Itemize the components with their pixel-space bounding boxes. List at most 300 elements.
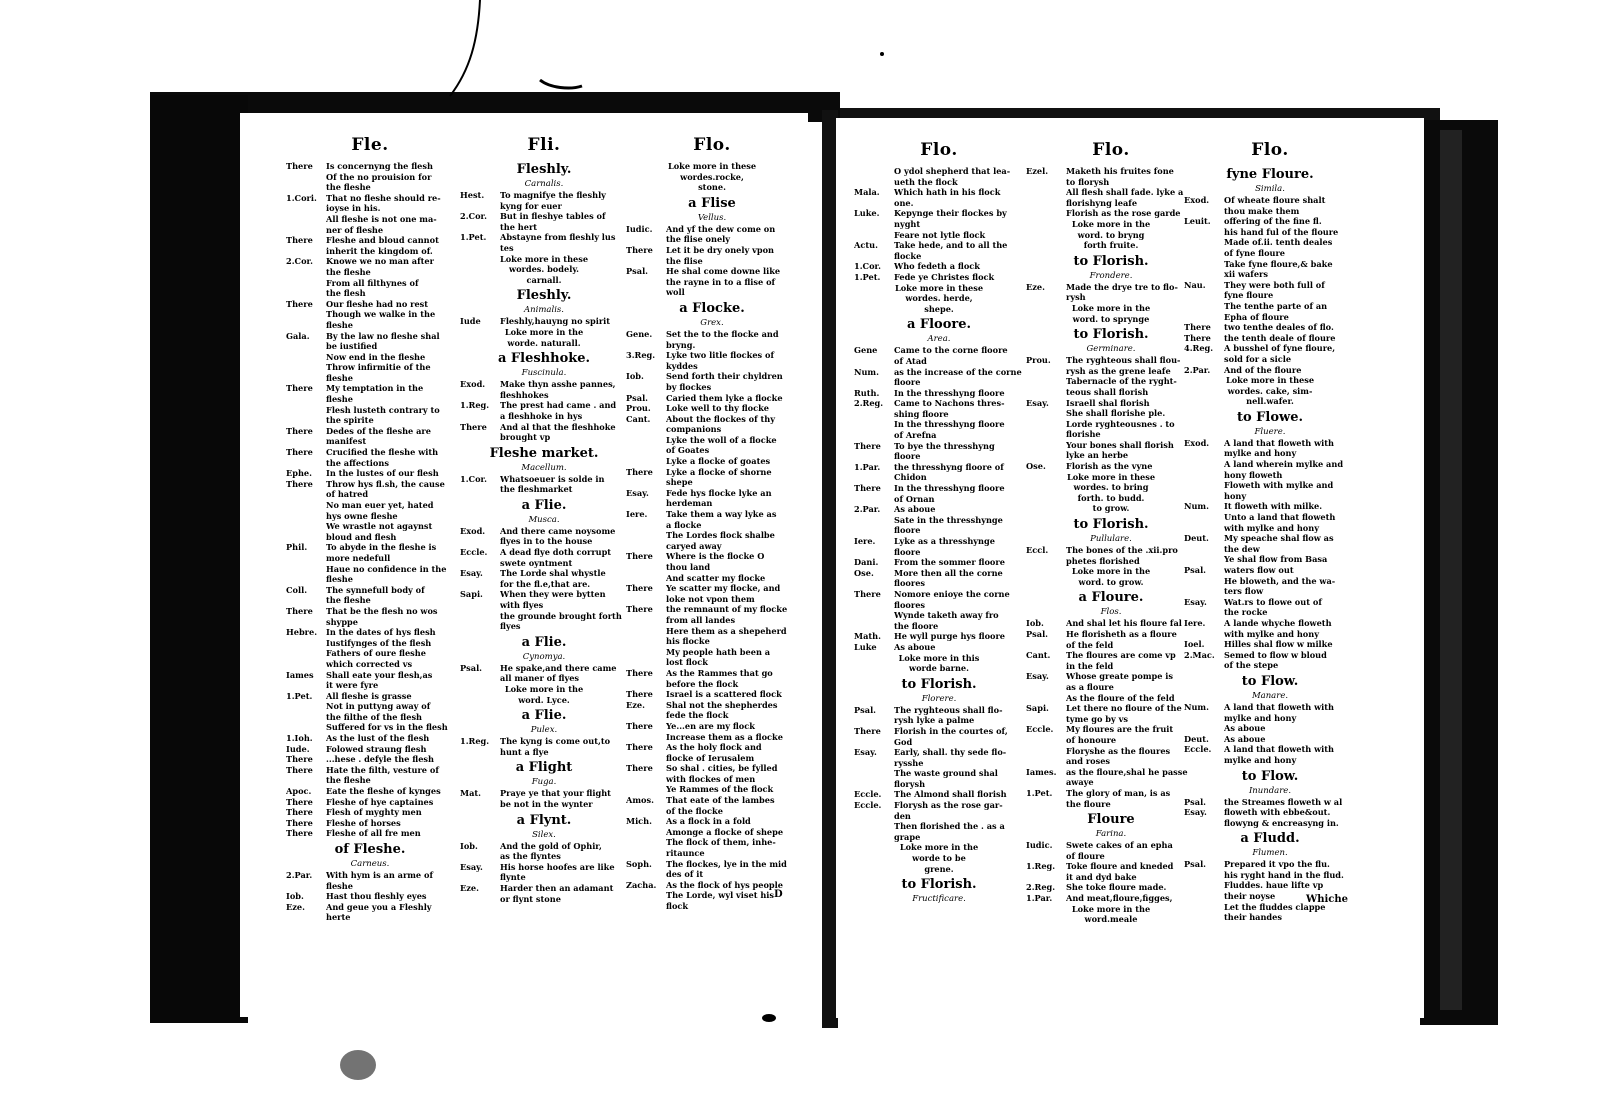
verse-reference — [286, 553, 326, 564]
verse-reference — [1026, 777, 1066, 788]
verse-reference: There — [854, 483, 881, 494]
verse-reference: 1.Cor. — [854, 261, 881, 272]
entry-line — [1184, 280, 1356, 291]
entry-text: The Lorde, wyl viset his — [666, 890, 775, 901]
verse-reference — [1026, 198, 1066, 209]
entry-line — [626, 732, 798, 743]
cross-reference: carnall. — [526, 274, 562, 285]
entry-text: flyes — [500, 621, 521, 632]
verse-reference — [626, 277, 666, 288]
entry-line — [286, 542, 454, 553]
entry-text: In the thresshyng floore — [894, 483, 1005, 494]
entry-text: floweth with ebbe&out. — [1224, 807, 1331, 818]
entry-line — [286, 521, 454, 532]
headword: Fleshly. — [516, 162, 572, 177]
entry-text: fleshe — [326, 574, 353, 585]
entry-line — [1184, 354, 1356, 365]
verse-reference — [854, 525, 894, 536]
verse-reference: 1.Reg. — [460, 400, 490, 411]
entry-line — [286, 479, 454, 490]
entry-text: Our fleshe had no rest — [326, 298, 429, 309]
cross-reference: forth. to budd. — [1077, 492, 1145, 503]
entry-text: the flise — [666, 255, 703, 266]
verse-reference — [1026, 292, 1066, 303]
entry-line — [854, 525, 1024, 536]
verse-reference — [1184, 301, 1224, 312]
verse-reference: Ioel. — [1184, 639, 1205, 650]
entry-line — [1184, 470, 1356, 481]
entry-line — [626, 256, 798, 267]
entry-line — [1026, 461, 1196, 472]
entry-line — [1184, 797, 1356, 808]
entry-text: the affections — [326, 457, 389, 468]
verse-reference: Exod. — [1184, 437, 1210, 448]
verse-reference: Actu. — [854, 240, 878, 251]
verse-reference: There — [626, 551, 653, 562]
entry-text: ...hese . defyle the flesh — [326, 754, 434, 765]
latin-gloss: Silex. — [532, 829, 556, 840]
entry-line — [1184, 491, 1356, 502]
verse-reference — [286, 278, 326, 289]
entry-text: And al that the fleshhoke — [500, 421, 616, 432]
verse-reference — [1184, 818, 1224, 829]
entry-text: As the floure of the feld — [1066, 692, 1175, 703]
entry-text: the grounde brought forth — [500, 610, 622, 621]
verse-reference — [854, 219, 894, 230]
entry-line — [286, 786, 454, 797]
entry-text: Chidon — [894, 472, 927, 483]
verse-reference: There — [854, 440, 881, 451]
verse-reference: There — [286, 447, 313, 458]
verse-reference — [286, 309, 326, 320]
entry-line — [1184, 734, 1356, 745]
headword: a Flie. — [521, 708, 567, 724]
entry-text: He florisheth as a floure — [1066, 629, 1177, 639]
verse-reference — [854, 737, 894, 748]
entry-line — [854, 747, 1024, 758]
entry-line — [1026, 408, 1196, 419]
entry-text: or flynt stone — [500, 893, 561, 904]
entry-line — [854, 547, 1024, 558]
entry-text: Shall eate your flesh,as — [326, 669, 433, 680]
entry-line — [286, 648, 454, 659]
verse-reference — [626, 435, 666, 446]
entry-line — [854, 589, 1024, 600]
entry-text: My temptation in the — [326, 383, 424, 394]
entry-text: Swete cakes of an epha — [1066, 840, 1173, 851]
verse-reference: There — [286, 605, 313, 616]
verse-reference — [1026, 693, 1066, 704]
headword: a Fleshhoke. — [497, 351, 591, 367]
verse-reference — [286, 172, 326, 183]
entry-line — [286, 405, 454, 416]
entry-text: flyes in to the house — [500, 536, 593, 547]
entry-line — [460, 568, 628, 579]
verse-reference — [1026, 429, 1066, 440]
verse-reference — [286, 182, 326, 193]
entry-text: Fathers of oure fleshe — [326, 648, 426, 659]
verse-reference — [626, 806, 666, 817]
entry-line — [854, 177, 1024, 188]
entry-line — [1184, 206, 1356, 217]
verse-reference: Gene — [854, 345, 878, 356]
verse-reference: 2.Par. — [1184, 364, 1211, 375]
entry-text: Florish in the courtes of, — [894, 725, 1008, 736]
entry-line — [626, 626, 798, 637]
cross-reference: word.meale — [1084, 914, 1138, 925]
entry-line — [1184, 639, 1356, 650]
cross-reference: Loke more in the — [1071, 566, 1151, 577]
entry-text: With hym is an arme of — [326, 870, 433, 880]
entry-text: In the thresshyng floore — [894, 419, 1005, 430]
entry-line — [1026, 788, 1196, 799]
entry-line — [1184, 713, 1356, 724]
entry-line — [854, 737, 1024, 748]
entry-line — [286, 765, 454, 776]
entry-text: the flise onely — [666, 234, 731, 245]
entry-text: by flockes — [666, 381, 712, 392]
cross-reference: forth fruite. — [1083, 240, 1139, 251]
verse-reference: There — [854, 725, 881, 736]
verse-reference — [1184, 713, 1224, 724]
verse-reference — [286, 701, 326, 712]
entry-line — [460, 536, 628, 547]
headword: to Florish. — [1073, 327, 1149, 343]
verse-reference — [1026, 714, 1066, 725]
verse-reference — [854, 494, 894, 505]
verse-reference — [626, 424, 666, 435]
headword: to Florish. — [1073, 253, 1149, 269]
verse-reference — [1026, 408, 1066, 419]
entry-line — [1026, 735, 1196, 746]
verse-reference — [626, 477, 666, 488]
verse-reference: Ruth. — [854, 387, 880, 398]
entry-text: two tenthe deales of flo. — [1224, 322, 1334, 333]
entry-text: companions — [666, 424, 722, 435]
column-body — [1026, 166, 1196, 925]
entry-line — [460, 390, 628, 401]
entry-text: As the holy flock and — [666, 742, 762, 753]
entry-line — [286, 775, 454, 786]
entry-line — [286, 309, 454, 320]
headword: a Floore. — [906, 317, 972, 333]
verse-reference: Iere. — [854, 536, 876, 546]
verse-reference: Mat. — [460, 788, 482, 799]
entry-text: Now end in the fleshe — [326, 351, 426, 362]
verse-reference — [626, 361, 666, 372]
entry-text: brought vp — [500, 432, 551, 443]
entry-text: As aboue — [1224, 733, 1266, 744]
entry-text: That no fleshe should re- — [326, 192, 441, 203]
verse-reference: Sapi. — [460, 589, 483, 600]
entry-line — [626, 371, 798, 382]
verse-reference: 2.Cor. — [460, 211, 487, 222]
verse-reference — [1184, 660, 1224, 671]
entry-line — [1026, 661, 1196, 672]
entry-text: as a floure — [1066, 681, 1114, 692]
entry-line — [1184, 533, 1356, 544]
entry-text: Your bones shall florish — [1066, 439, 1174, 450]
entry-text: rysh lyke a palme — [894, 715, 975, 726]
entry-line — [1184, 912, 1356, 923]
verse-reference — [854, 758, 894, 769]
entry-text: The synnefull body of — [326, 584, 425, 595]
entry-line — [286, 606, 454, 617]
ink-smudge — [880, 52, 884, 56]
entry-text: Who fedeth a flock — [894, 261, 980, 272]
verse-reference — [854, 610, 894, 621]
verse-reference — [1184, 629, 1224, 640]
entry-text: And meat,floure,figges, — [1066, 893, 1173, 904]
entry-text: all maner of flyes — [500, 673, 580, 684]
entry-text: In the lustes of our flesh — [326, 468, 439, 479]
entry-line — [286, 891, 454, 902]
entry-line — [854, 610, 1024, 621]
verse-reference: Iudic. — [1026, 840, 1053, 851]
entry-line — [854, 441, 1024, 452]
entry-line — [286, 468, 454, 479]
entry-line — [286, 553, 454, 564]
latin-gloss: Flumen. — [1252, 848, 1288, 859]
entry-text: shing floore — [894, 408, 949, 419]
entry-line — [1184, 859, 1356, 870]
entry-text: In the thresshyng floore — [894, 387, 1005, 398]
entry-text: the fleshmarket — [500, 484, 573, 495]
entry-text: teous shall florish — [1066, 386, 1149, 397]
entry-line — [854, 462, 1024, 473]
entry-line — [626, 784, 798, 795]
entry-text: thou make them — [1224, 205, 1300, 216]
verse-reference — [1184, 237, 1224, 248]
entry-text: of hatred — [326, 489, 369, 500]
entry-text: Lyke a flocke of shorne — [666, 466, 772, 477]
verse-reference — [854, 177, 894, 188]
entry-line — [854, 345, 1024, 356]
entry-line — [1026, 693, 1196, 704]
cross-reference: Loke more in the — [504, 326, 584, 337]
verse-reference — [626, 657, 666, 668]
verse-reference: Eccle. — [1026, 724, 1054, 735]
verse-reference — [286, 288, 326, 299]
entry-text: the fleshe — [326, 595, 371, 606]
entry-text: Florysh as the rose gar- — [894, 800, 1003, 811]
verse-reference: Psal. — [626, 392, 649, 403]
entry-text: Hilles shal flow w milke — [1224, 639, 1333, 650]
entry-text: the spirite — [326, 415, 374, 426]
cross-reference: word. to grow. — [1078, 576, 1144, 587]
verse-reference — [1184, 512, 1224, 523]
entry-line — [1184, 565, 1356, 576]
entry-line — [626, 901, 798, 912]
verse-reference — [286, 267, 326, 278]
entry-text: The prest had came . and — [500, 400, 617, 411]
entry-line — [626, 679, 798, 690]
entry-line — [626, 604, 798, 615]
entry-text: A land that floweth with — [1224, 437, 1334, 448]
entry-line — [854, 768, 1024, 779]
entry-text: it were fyre — [326, 680, 379, 691]
entry-line — [1184, 248, 1356, 259]
verse-reference: Hebre. — [286, 627, 318, 638]
verse-reference: There — [286, 298, 313, 309]
entry-line — [286, 288, 454, 299]
entry-text: the rayne in to a flise of — [666, 276, 776, 287]
verse-reference — [626, 340, 666, 351]
entry-text: of floure — [1066, 850, 1105, 861]
entry-line — [1184, 322, 1356, 333]
entry-line — [1026, 840, 1196, 851]
verse-reference: There — [460, 421, 487, 432]
verse-reference — [286, 225, 326, 236]
entry-line — [286, 489, 454, 500]
entry-line — [1184, 301, 1356, 312]
verse-reference: Cant. — [1026, 650, 1051, 661]
entry-line — [854, 198, 1024, 209]
verse-reference: Phil. — [286, 542, 308, 553]
entry-line — [626, 393, 798, 404]
column-header: Flo. — [1092, 140, 1130, 160]
verse-reference: Exod. — [460, 379, 486, 390]
entry-text: loke not vpon them — [666, 593, 755, 604]
entry-text: the flesh — [326, 288, 366, 299]
entry-line — [626, 721, 798, 732]
verse-reference — [1026, 387, 1066, 398]
entry-line — [626, 562, 798, 573]
entry-line — [460, 400, 628, 411]
entry-text: rysshe — [894, 757, 924, 768]
verse-reference — [1184, 912, 1224, 923]
verse-reference: Psal. — [854, 704, 877, 715]
entry-text: grape — [894, 831, 921, 842]
entry-text: Ye shal flow from Basa — [1224, 554, 1328, 565]
verse-reference: Amos. — [626, 795, 654, 806]
entry-text: My speache shal flow as — [1224, 533, 1334, 544]
entry-line — [626, 859, 798, 870]
entry-line — [854, 621, 1024, 632]
entry-line — [286, 267, 454, 278]
verse-reference: Ose. — [1026, 461, 1046, 472]
column-header: Fli. — [527, 135, 561, 155]
entry-line — [626, 520, 798, 531]
entry-line — [1184, 501, 1356, 512]
entry-line — [1184, 259, 1356, 270]
entry-text: Loke well to thy flocke — [666, 403, 769, 414]
entry-text: Haue no confidence in the — [326, 563, 447, 574]
verse-reference — [854, 409, 894, 420]
verse-reference: Iere. — [1184, 617, 1206, 628]
right-column-3 — [1184, 140, 1356, 923]
verse-reference: 1.Cor. — [460, 473, 487, 484]
cross-reference: nell.wafer. — [1246, 396, 1294, 407]
entry-line — [626, 594, 798, 605]
verse-reference: Cant. — [626, 413, 651, 424]
entry-line — [286, 701, 454, 712]
verse-reference — [626, 562, 666, 573]
entry-line — [286, 447, 454, 458]
verse-reference — [854, 166, 894, 177]
entry-line — [1184, 597, 1356, 608]
entry-text: To bye the thresshyng — [894, 440, 995, 451]
entry-text: Maketh his fruites fone — [1066, 166, 1174, 176]
entry-line — [626, 277, 798, 288]
entry-text: herte — [326, 912, 351, 923]
entry-text: Let it be dry onely vpon — [666, 244, 775, 255]
entry-text: the thresshyng floore of — [894, 461, 1004, 472]
entry-line — [286, 881, 454, 892]
verse-reference — [286, 564, 326, 575]
entry-line — [626, 689, 798, 700]
verse-reference — [626, 784, 666, 795]
column-header: Fle. — [351, 135, 389, 155]
verse-reference: Esay. — [460, 861, 483, 872]
entry-line — [286, 362, 454, 373]
entry-text: fleshe — [326, 880, 353, 891]
cross-reference: wordes.rocke, — [680, 171, 744, 182]
cross-reference: Loke more in the — [1071, 218, 1151, 229]
entry-text: to florysh — [1066, 176, 1110, 187]
entry-line — [286, 564, 454, 575]
verse-reference — [1026, 177, 1066, 188]
entry-text: Knowe we no man after — [326, 256, 434, 267]
entry-text: Made the drye tre to flo- — [1066, 281, 1178, 292]
entry-text: Fleshe of all fre men — [326, 828, 421, 839]
verse-reference — [1184, 354, 1224, 365]
verse-reference: 1.Pet. — [460, 232, 487, 243]
entry-text: More then all the corne — [894, 567, 1003, 578]
entry-text: ioyse in his. — [326, 203, 381, 214]
entry-line — [1184, 660, 1356, 671]
verse-reference — [626, 456, 666, 467]
entry-text: Toke floure and kneded — [1066, 861, 1174, 872]
entry-text: Not in puttyng away of — [326, 701, 431, 712]
entry-line — [1184, 650, 1356, 661]
verse-reference — [626, 774, 666, 785]
entry-text: his flocke — [666, 636, 710, 647]
latin-gloss: Musca. — [528, 514, 560, 525]
verse-reference — [626, 530, 666, 541]
verse-reference: Iude — [460, 316, 481, 327]
cross-reference: Loke more in the — [899, 842, 979, 853]
verse-reference: Ezel. — [1026, 166, 1049, 176]
entry-text: bloud and flesh — [326, 531, 397, 542]
entry-text: nyght — [894, 218, 921, 229]
verse-reference: There — [626, 244, 653, 255]
verse-reference — [1026, 187, 1066, 198]
entry-text: All fleshe is not one ma- — [326, 213, 437, 224]
entry-text: the dew — [1224, 543, 1260, 554]
entry-line — [854, 261, 1024, 272]
entry-line — [286, 246, 454, 257]
column-body — [460, 161, 628, 904]
entry-text: So shal . cities, be fylled — [666, 763, 778, 774]
entry-line — [1026, 545, 1196, 556]
entry-line — [626, 753, 798, 764]
verse-reference: 1.Pet. — [286, 690, 313, 701]
entry-text: She toke floure made. — [1066, 882, 1167, 893]
verse-reference — [460, 600, 500, 611]
entry-line — [460, 579, 628, 590]
entry-text: fede the flock — [666, 710, 729, 721]
cross-reference: Loke more in these — [1225, 375, 1315, 386]
entry-line — [1026, 746, 1196, 757]
verse-reference — [626, 827, 666, 838]
verse-reference — [460, 851, 500, 862]
verse-reference — [626, 382, 666, 393]
entry-text: shyppe — [326, 616, 358, 627]
entry-text: Shal not the shepherdes — [666, 699, 778, 710]
verse-reference: There — [854, 588, 881, 599]
entry-line — [460, 611, 628, 622]
